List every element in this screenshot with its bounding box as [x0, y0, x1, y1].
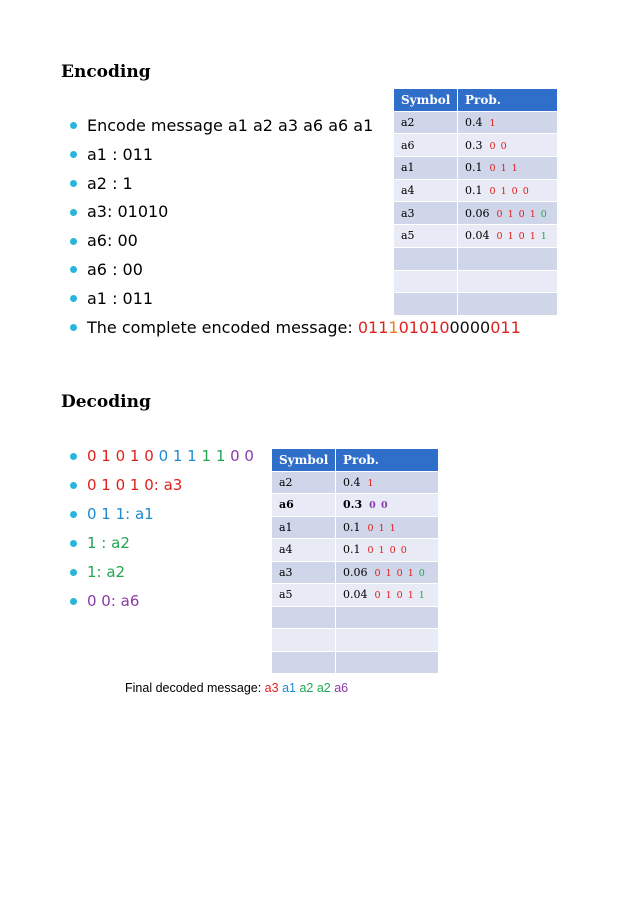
table-row: [394, 157, 558, 180]
bullet-text: [87, 447, 254, 465]
empty-cell: [272, 629, 336, 652]
code-digit: 0 1 0 1: [496, 231, 541, 243]
prob-column-header: Prob.: [458, 89, 558, 112]
code-digit: 0 0: [489, 140, 508, 152]
symbol-cell: a3: [272, 561, 336, 584]
decoded-symbol: a1: [282, 681, 296, 695]
symbol-cell: a4: [272, 539, 336, 562]
symbol-column-header: Symbol: [394, 89, 458, 112]
symbol-cell: a2: [272, 471, 336, 494]
symbol-cell: a2: [394, 111, 458, 134]
empty-cell: [336, 629, 439, 652]
bullet-item: [70, 442, 254, 471]
complete-message-code: [358, 318, 521, 337]
bullet-segment: 0 1 0 1 0: [87, 447, 159, 465]
bullet-icon: [70, 151, 77, 158]
huffman-code: [375, 568, 426, 579]
prob-value: 0.3: [343, 498, 363, 512]
table-row: [394, 225, 558, 248]
empty-cell: [394, 293, 458, 316]
bullet-icon: [70, 295, 77, 302]
code-digit: 0 1 0 0: [367, 545, 408, 557]
code-digit: 0 0: [369, 500, 389, 512]
prob-cell: [458, 157, 558, 180]
prob-value: 0.1: [343, 520, 361, 534]
prob-cell: [336, 561, 439, 584]
empty-cell: [336, 651, 439, 674]
bullet-text: a6: 00: [87, 231, 138, 251]
symbol-cell: a6: [394, 134, 458, 157]
prob-value: 0.1: [465, 161, 483, 175]
bullet-icon: [70, 238, 77, 245]
prob-cell: [336, 471, 439, 494]
bullet-item: [70, 558, 254, 587]
encoding-heading: Encoding: [61, 62, 151, 82]
empty-cell: [458, 293, 558, 316]
table-row: [394, 202, 558, 225]
bullet-segment: 0 0: a6: [87, 592, 140, 610]
code-digit: 0 1 0 0: [489, 186, 530, 198]
bullet-icon: [70, 540, 77, 547]
symbol-cell: a5: [272, 584, 336, 607]
huffman-code: [497, 231, 548, 242]
code-segment: 011: [490, 317, 521, 337]
encoding-table-body: [394, 111, 558, 315]
bullet-text: [87, 563, 125, 581]
huffman-code: [368, 523, 397, 534]
huffman-code: [490, 186, 530, 197]
bullet-segment: 0 1 0 1 0: a3: [87, 476, 183, 494]
decoded-symbol: a2: [316, 681, 331, 695]
encoding-probability-table: [393, 88, 558, 316]
table-row: [394, 179, 558, 202]
complete-message-item: [70, 314, 521, 343]
table-row: [272, 471, 439, 494]
empty-cell: [458, 270, 558, 293]
code-segment: 011: [357, 317, 389, 337]
empty-cell: [272, 606, 336, 629]
complete-message-label: The complete encoded message:: [87, 317, 358, 337]
bullet-text: Encode message a1 a2 a3 a6 a6 a1: [87, 116, 374, 135]
code-digit: 0 1 0 1: [496, 208, 541, 220]
symbol-column-header: Symbol: [272, 449, 336, 472]
table-row: [272, 494, 439, 517]
bullet-text: a1 : 011: [87, 288, 154, 308]
prob-value: 0.1: [343, 543, 361, 557]
code-digit: 0 1 0 1: [374, 590, 419, 602]
code-digit: 1: [367, 477, 375, 489]
decoded-symbol: a2: [299, 681, 314, 695]
prob-value: 0.4: [465, 116, 483, 130]
decoding-heading: Decoding: [61, 392, 151, 412]
code-segment: 01010: [398, 317, 450, 337]
prob-cell: [458, 111, 558, 134]
table-row: [272, 516, 439, 539]
huffman-code: [375, 590, 426, 601]
prob-cell: [458, 225, 558, 248]
bullet-text: [87, 592, 139, 610]
bullet-icon: [70, 453, 77, 460]
code-segment: 0000: [449, 317, 491, 337]
empty-row: [272, 629, 439, 652]
code-digit: 0 1 1: [367, 522, 397, 534]
code-digit: 0: [540, 208, 548, 220]
bullet-item: [70, 587, 254, 616]
bullet-text: [87, 505, 154, 523]
bullet-text: a1 : 011: [87, 144, 154, 164]
bullet-segment: 1: [215, 447, 231, 465]
empty-cell: [394, 247, 458, 270]
prob-cell: [458, 179, 558, 202]
bullet-icon: [70, 209, 77, 216]
bullet-segment: 0 1 1: a1: [87, 505, 154, 523]
prob-value: 0.3: [465, 138, 483, 152]
code-digit: 1: [540, 231, 548, 243]
huffman-code: [490, 141, 508, 152]
bullet-text: a2 : 1: [87, 173, 133, 193]
empty-row: [394, 270, 558, 293]
symbol-cell: a1: [394, 157, 458, 180]
code-digit: 0: [418, 567, 426, 579]
final-message-label: Final decoded message:: [125, 681, 265, 695]
code-segment: 1: [388, 317, 399, 337]
huffman-code: [490, 163, 519, 174]
prob-value: 0.04: [465, 229, 490, 243]
prob-cell: [336, 539, 439, 562]
huffman-code: [369, 500, 389, 511]
empty-cell: [458, 247, 558, 270]
bullet-item: [70, 500, 254, 529]
prob-value: 0.04: [343, 588, 368, 602]
decoded-symbol: a6: [334, 681, 349, 695]
bullet-icon: [70, 266, 77, 273]
bullet-segment: 1: [201, 447, 216, 465]
table-row: [394, 111, 558, 134]
table-row: [272, 539, 439, 562]
table-row: [272, 584, 439, 607]
symbol-cell: a5: [394, 225, 458, 248]
bullet-segment: 0 0: [230, 447, 254, 465]
prob-cell: [336, 584, 439, 607]
bullet-item: [70, 471, 254, 500]
bullet-segment: 1: a2: [87, 563, 126, 581]
prob-value: 0.4: [343, 475, 361, 489]
symbol-cell: a6: [272, 494, 336, 517]
decoding-bullet-list: [70, 442, 254, 616]
code-digit: 0 1 0 1: [374, 567, 419, 579]
prob-cell: [458, 134, 558, 157]
bullet-icon: [70, 324, 77, 331]
huffman-code: [368, 545, 408, 556]
code-digit: 0 1 1: [489, 163, 519, 175]
prob-value: 0.06: [465, 206, 490, 220]
code-digit: 1: [489, 118, 497, 130]
bullet-icon: [70, 598, 77, 605]
huffman-code: [490, 118, 497, 129]
decoded-symbol: a3: [264, 681, 279, 695]
empty-cell: [336, 606, 439, 629]
bullet-icon: [70, 122, 77, 129]
bullet-segment: 0 1 1: [158, 447, 202, 465]
bullet-icon: [70, 569, 77, 576]
symbol-cell: a3: [394, 202, 458, 225]
bullet-item: [70, 529, 254, 558]
final-message-symbols: [265, 681, 348, 695]
code-digit: 1: [418, 590, 426, 602]
decoding-table-body: [272, 471, 439, 674]
bullet-text: a6 : 00: [87, 259, 143, 279]
bullet-segment: 1 : a2: [87, 534, 130, 552]
prob-cell: [336, 516, 439, 539]
table-row: [394, 134, 558, 157]
final-decoded-message: [125, 681, 348, 695]
empty-cell: [272, 651, 336, 674]
symbol-cell: a1: [272, 516, 336, 539]
bullet-icon: [70, 511, 77, 518]
prob-cell: [458, 202, 558, 225]
bullet-text: a3: 01010: [87, 202, 169, 222]
huffman-code: [497, 209, 548, 220]
symbol-cell: a4: [394, 179, 458, 202]
empty-cell: [394, 270, 458, 293]
prob-value: 0.1: [465, 184, 483, 198]
bullet-text: [87, 476, 182, 494]
prob-cell: [336, 494, 439, 517]
bullet-icon: [70, 180, 77, 187]
empty-row: [394, 293, 558, 316]
empty-row: [272, 606, 439, 629]
prob-column-header: Prob.: [336, 449, 439, 472]
huffman-code: [368, 478, 375, 489]
empty-row: [272, 651, 439, 674]
prob-value: 0.06: [343, 565, 368, 579]
table-row: [272, 561, 439, 584]
bullet-icon: [70, 482, 77, 489]
bullet-text: [87, 534, 130, 552]
empty-row: [394, 247, 558, 270]
decoding-probability-table: [271, 448, 439, 674]
